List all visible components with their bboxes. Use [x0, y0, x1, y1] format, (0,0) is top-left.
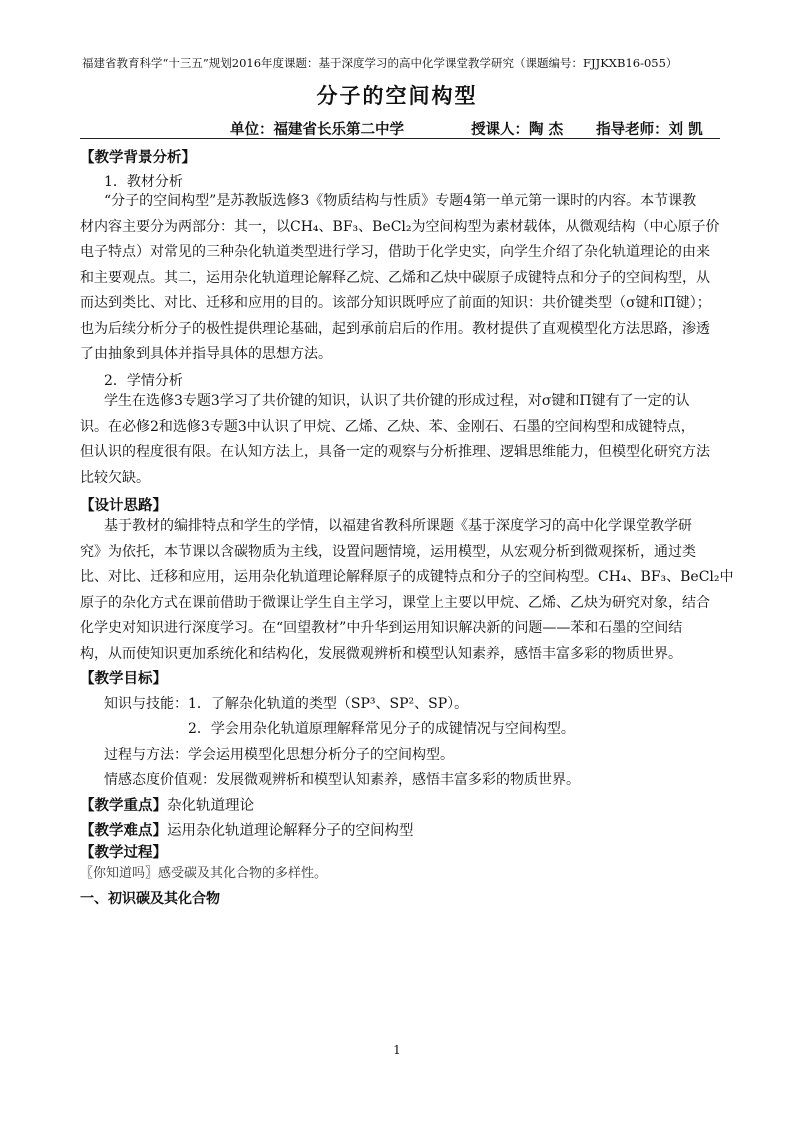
author-teacher: 授课人：陶 杰 — [471, 121, 564, 138]
text-line: 比较欠缺。 — [80, 469, 150, 486]
subsection-textbook-analysis: 1．教材分析 — [104, 174, 183, 190]
paragraph-textbook-analysis — [80, 189, 720, 368]
text-line: 而达到类比、对比、迁移和应用的目的。该部分知识既呼应了前面的知识：共价键类型（σ键和Π键）； — [80, 295, 711, 311]
section-heading-key-point — [80, 794, 254, 815]
paragraph-learner-analysis — [80, 389, 710, 491]
difficulty-label: 【教学难点】 — [80, 822, 167, 839]
text-line: 基于教材的编排特点和学生的学情，以福建省教科所课题《基于深度学习的高中化学课堂教学研 — [104, 518, 692, 534]
text-line: 了由抽象到具体并指导具体的思想方法。 — [80, 346, 332, 362]
goal-emotion: 情感态度价值观：发展微观辨析和模型认知素养，感悟丰富多彩的物质世界。 — [104, 772, 580, 788]
text-line: “分子的空间构型”是苏教版选修3《物质结构与性质》专题4第一单元第一课时的内容。本节课教 — [104, 193, 697, 209]
section-heading-process: 【教学过程】 — [80, 844, 167, 861]
did-you-know-note: 〖你知道吗〗感受碳及其化合物的多样性。 — [80, 866, 328, 881]
header-divider — [80, 138, 720, 139]
section-heading-difficulty — [80, 819, 414, 840]
subsection-learner-analysis: 2．学情分析 — [104, 373, 183, 389]
text-line: 材内容主要分为两部分：其一，以CH₄、BF₃、BeCl₂为空间构型为素材载体，从微观结构（中心原子价 — [80, 218, 720, 235]
author-org: 单位：福建省长乐第二中学 — [230, 121, 404, 138]
section-heading-design: 【设计思路】 — [80, 497, 167, 514]
goal-process: 过程与方法：学会运用模型化思想分析分子的空间构型。 — [104, 747, 454, 763]
text-line: 比、对比、迁移和应用，运用杂化轨道理论解释原子的成键特点和分子的空间构型。CH₄、BF₃、BeCl₂中 — [80, 569, 734, 585]
author-advisor: 指导老师：刘 凯 — [596, 121, 703, 138]
section-heading-background: 【教学背景分析】 — [80, 149, 196, 166]
text-line: 究》为依托，本节课以含碳物质为主线，设置问题情境，运用模型，从宏观分析到微观探析，通过类 — [80, 543, 696, 560]
goal-knowledge-1: 1．了解杂化轨道的类型（SP³、SP²、SP）。 — [188, 696, 469, 712]
key-point-text: 杂化轨道理论 — [167, 798, 254, 814]
text-line: 化学史对知识进行深度学习。在“回望教材”中升华到运用知识解决新的问题——苯和石墨的空间结 — [80, 620, 683, 636]
text-line: 构，从而使知识更加系统化和结构化，发展微观辨析和模型认知素养，感悟丰富多彩的物质世界。 — [80, 645, 682, 662]
goal-knowledge-label: 知识与技能： — [104, 696, 188, 712]
key-point-label: 【教学重点】 — [80, 797, 167, 814]
author-row — [230, 118, 703, 139]
page-number: 1 — [393, 1043, 401, 1057]
page-title: 分子的空间构型 — [316, 83, 478, 108]
goal-knowledge-2: 2．学会用杂化轨道原理解释常见分子的成键情况与空间构型。 — [188, 721, 575, 737]
text-line: 学生在选修3专题3学习了共价键的知识，认识了共价键的形成过程，对σ键和Π键有了一定的认 — [104, 393, 690, 409]
project-header: 福建省教育科学“十三五”规划2016年度课题：基于深度学习的高中化学课堂教学研究（课题编号：FJJKXB16-055） — [82, 56, 678, 70]
difficulty-text: 运用杂化轨道理论解释分子的空间构型 — [167, 823, 414, 839]
text-line: 识。在必修2和选修3专题3中认识了甲烷、乙烯、乙炔、苯、金刚石、石墨的空间构型和成键特点， — [80, 418, 695, 435]
text-line: 但认识的程度很有限。在认知方法上，具备一定的观察与分析推理、逻辑思维能力，但模型化研究方法 — [80, 444, 710, 460]
process-part-1-heading: 一、初识碳及其化合物 — [80, 891, 220, 907]
text-line: 原子的杂化方式在课前借助于微课让学生自主学习，课堂上主要以甲烷、乙烯、乙炔为研究对象，结合 — [80, 594, 710, 611]
paragraph-design — [80, 514, 734, 667]
text-line: 也为后续分析分子的极性提供理论基础，起到承前启后的作用。教材提供了直观模型化方法思路，渗透 — [80, 320, 710, 337]
section-heading-goals: 【教学目标】 — [80, 670, 167, 687]
text-line: 和主要观点。其二，运用杂化轨道理论解释乙烷、乙烯和乙炔中碳原子成键特点和分子的空间构型，从 — [80, 269, 710, 286]
text-line: 电子特点）对常见的三种杂化轨道类型进行学习，借助于化学史实，向学生介绍了杂化轨道理论的由来 — [80, 244, 710, 260]
